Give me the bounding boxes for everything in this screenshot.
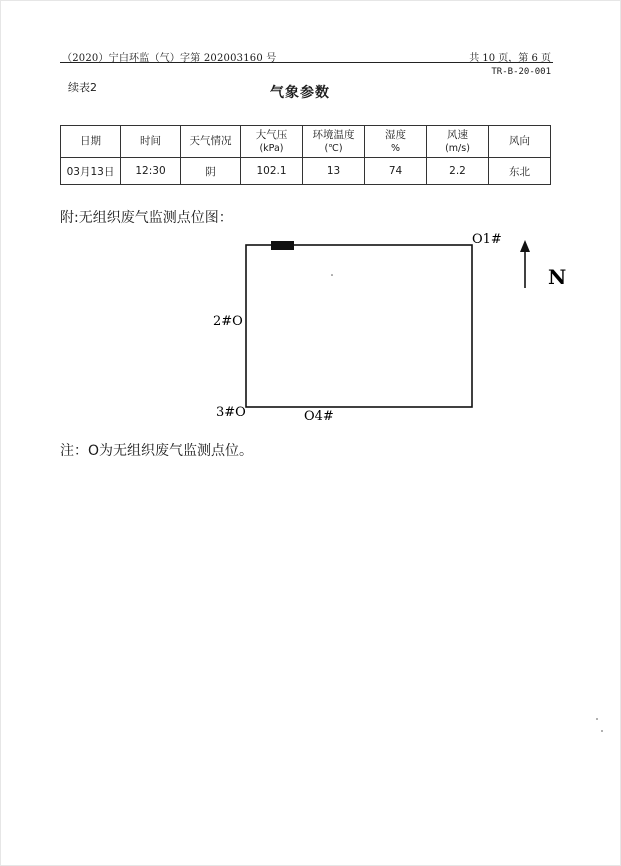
source-marker — [271, 241, 294, 250]
column-header-date: 日期 — [61, 126, 121, 158]
column-header-wind-direction: 风向 — [489, 126, 551, 158]
table-title: 气象参数 — [270, 85, 330, 101]
monitoring-point-4-label: O4# — [304, 409, 334, 424]
cell-wind-direction: 东北 — [489, 158, 551, 185]
monitoring-point-2-label: 2#O — [213, 314, 243, 329]
cell-time: 12:30 — [121, 158, 181, 185]
monitoring-point-1-label: O1# — [472, 232, 502, 247]
column-header-temperature: 环境温度 (℃) — [303, 126, 365, 158]
map-note: 注：O为无组织废气监测点位。 — [60, 443, 254, 459]
column-header-wind-speed: 风速 (m/s) — [427, 126, 489, 158]
scan-speck — [596, 718, 598, 720]
table-caption: 续表2 — [68, 81, 97, 94]
cell-humidity: 74 — [365, 158, 427, 185]
cell-pressure: 102.1 — [241, 158, 303, 185]
scan-speck — [331, 274, 333, 276]
column-header-time: 时间 — [121, 126, 181, 158]
column-header-weather: 天气情况 — [181, 126, 241, 158]
document-code: TR-B-20-001 — [491, 67, 551, 77]
report-number: （2020）宁白环监（气）字第 202003160 号 — [62, 53, 277, 64]
appendix-title: 附:无组织废气监测点位图： — [60, 210, 233, 226]
column-header-pressure: 大气压 (kPa) — [241, 126, 303, 158]
cell-date: 03月13日 — [61, 158, 121, 185]
cell-wind-speed: 2.2 — [427, 158, 489, 185]
cell-temperature: 13 — [303, 158, 365, 185]
site-boundary — [246, 245, 472, 407]
scan-speck — [601, 730, 603, 732]
monitoring-point-3-label: 3#O — [216, 405, 246, 420]
north-arrow-icon — [520, 240, 530, 288]
page-count: 共 10 页，第 6 页 — [469, 53, 551, 64]
north-label: N — [548, 265, 567, 289]
column-header-humidity: 湿度 % — [365, 126, 427, 158]
cell-weather: 阴 — [181, 158, 241, 185]
